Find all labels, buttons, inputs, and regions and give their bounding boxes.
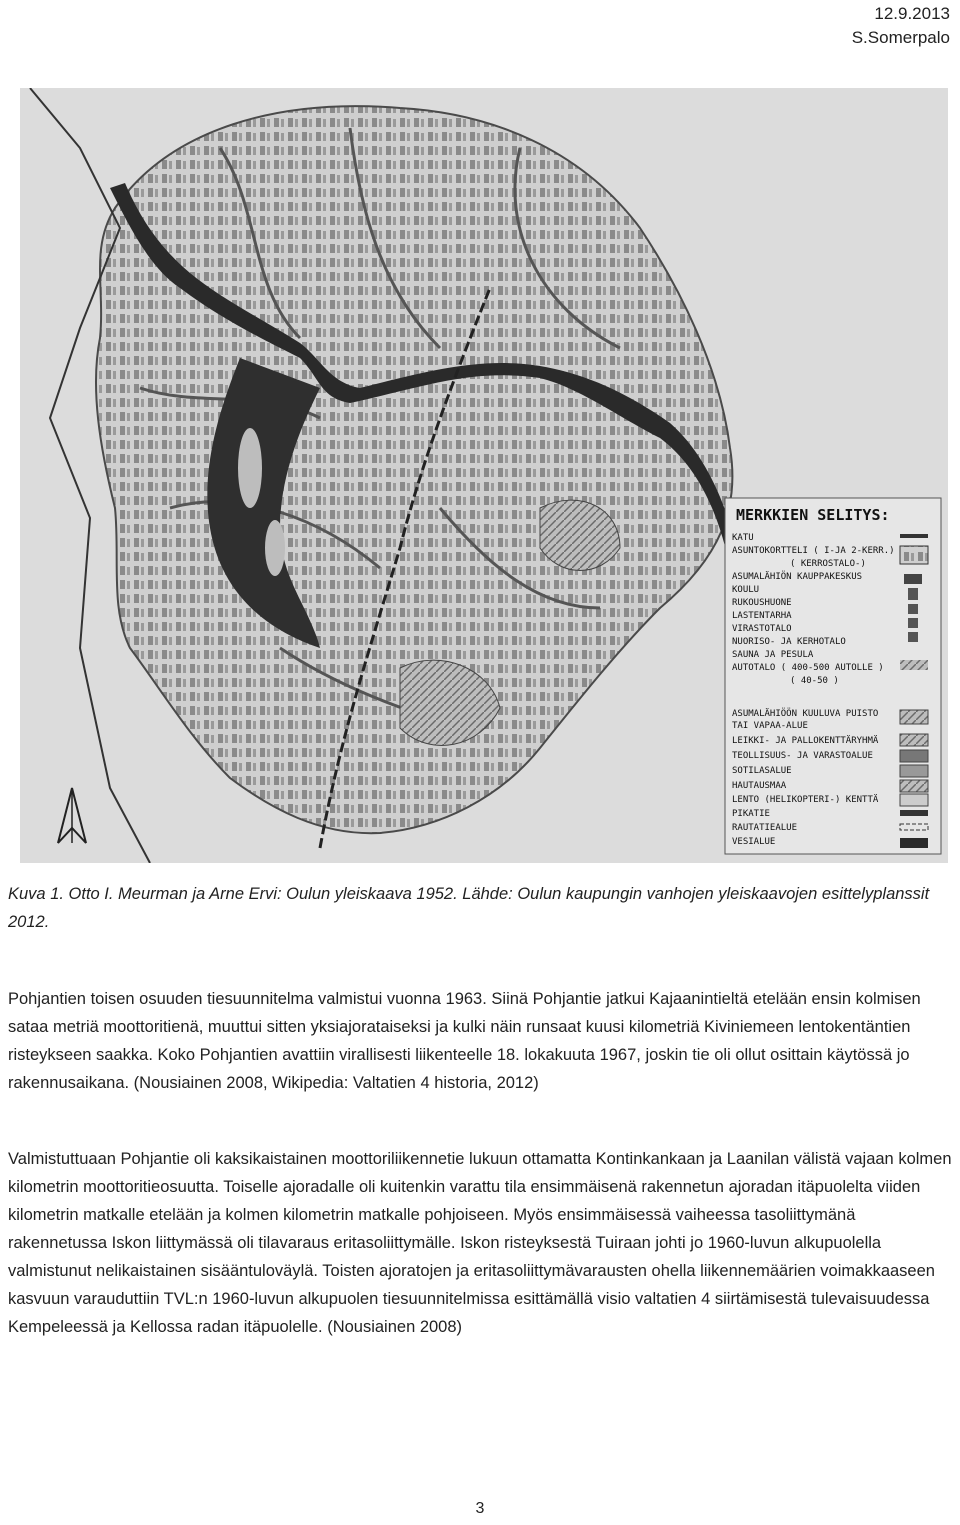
legend-item: LASTENTARHA: [732, 611, 792, 621]
legend-item: ( 40-50 ): [790, 676, 839, 686]
legend-item: ASUNTOKORTTELI ( I-JA 2-KERR.): [732, 546, 895, 556]
page-header: [852, 2, 950, 50]
legend-item: SOTILASALUE: [732, 766, 792, 776]
paragraph: Pohjantien toisen osuuden tiesuunnitelma valmistui vuonna 1963. Siinä Pohjantie jatkui Kajaanintieltä etelään ensin kolmisen sataa metriä moottoritienä, muuttui sitten yksiajorataiseksi ja kulki näin runsaat kuusi kilometriä Kiviniemeen lentokentäntien risteykseen saakka. Koko Pohjantien avattiin virallisesti liikenteelle 18. lokakuuta 1967, joskin tie oli ollut osittain käytössä jo rakennusaikana. (Nousiainen 2008, Wikipedia: Valtatien 4 historia, 2012): [8, 990, 921, 1092]
legend-item: RUKOUSHUONE: [732, 598, 792, 608]
legend-item: ASUMALÄHIÖN KAUPPAKESKUS: [732, 572, 863, 582]
legend-item: KATU: [732, 533, 754, 543]
legend-item: AUTOTALO ( 400-500 AUTOLLE ): [732, 663, 884, 673]
legend-item: TAI VAPAA-ALUE: [732, 721, 808, 731]
legend-item: TEOLLISUUS- JA VARASTOALUE: [732, 751, 873, 761]
legend-item: HAUTAUSMAA: [732, 781, 787, 791]
map-legend: [725, 498, 941, 854]
delta-island: [265, 520, 285, 576]
legend-item: KOULU: [732, 585, 760, 595]
figure-caption: Kuva 1. Otto I. Meurman ja Arne Ervi: Oulun yleiskaava 1952. Lähde: Oulun kaupungin vanhojen yleiskaavojen esittelyplanssit 2012.: [8, 885, 930, 931]
legend-item: NUORISO- JA KERHOTALO: [732, 637, 846, 647]
legend-title: MERKKIEN SELITYS:: [736, 506, 890, 524]
legend-item: LENTO (HELIKOPTERI-) KENTTÄ: [732, 795, 879, 805]
legend-item: ASUMALÄHIÖÖN KUULUVA PUISTO: [732, 709, 879, 719]
legend-item: VESIALUE: [732, 837, 776, 847]
legend-item: RAUTATIEALUE: [732, 823, 798, 833]
legend-item: SAUNA JA PESULA: [732, 650, 814, 660]
legend-item: VIRASTOTALO: [732, 624, 792, 634]
header-author: S.Somerpalo: [851, 28, 950, 47]
legend-item: ( KERROSTALO-): [790, 559, 866, 569]
legend-item: LEIKKI- JA PALLOKENTTÄRYHMÄ: [732, 736, 879, 746]
page-number: 3: [475, 1500, 485, 1517]
master-plan-map: [20, 88, 948, 863]
map-figure: [20, 88, 948, 863]
delta-island: [238, 428, 262, 508]
paragraph: Valmistuttuaan Pohjantie oli kaksikaistainen moottoriliikennetie lukuun ottamatta Kontinkankaan ja Laanilan välistä vajaan kolmen kilometrin moottoritieosuutta. Toiselle ajoradalle oli kuitenkin varattu tila ensimmäisenä rakennetun ajoradan itäpuolelta viiden kilometrin matkalle etelään ja kolmen kilometrin matkalle pohjoiseen. Myös ensimmäisessä vaiheessa tasoliittymänä rakennetussa Iskon liittymässä oli tilavaraus eritasoliittymälle. Iskon risteyksestä Tuiraan johti jo 1960-luvun alkupuolella valmistunut nelikaistainen sisääntuloväylä. Toisten ajoratojen ja eritasoliittymävarausten ohella liikennemäärien voimakkaaseen kasvuun varauduttiin TVL:n 1960-luvun alkupuolen tiesuunnitelmissa esittämällä visio valtatien 4 siirtämisestä tulevaisuudessa Kempeleessä ja Kellossa radan itäpuolelle. (Nousiainen 2008): [8, 1150, 952, 1336]
legend-item: PIKATIE: [732, 809, 770, 819]
header-date: 12.9.2013: [874, 4, 950, 23]
